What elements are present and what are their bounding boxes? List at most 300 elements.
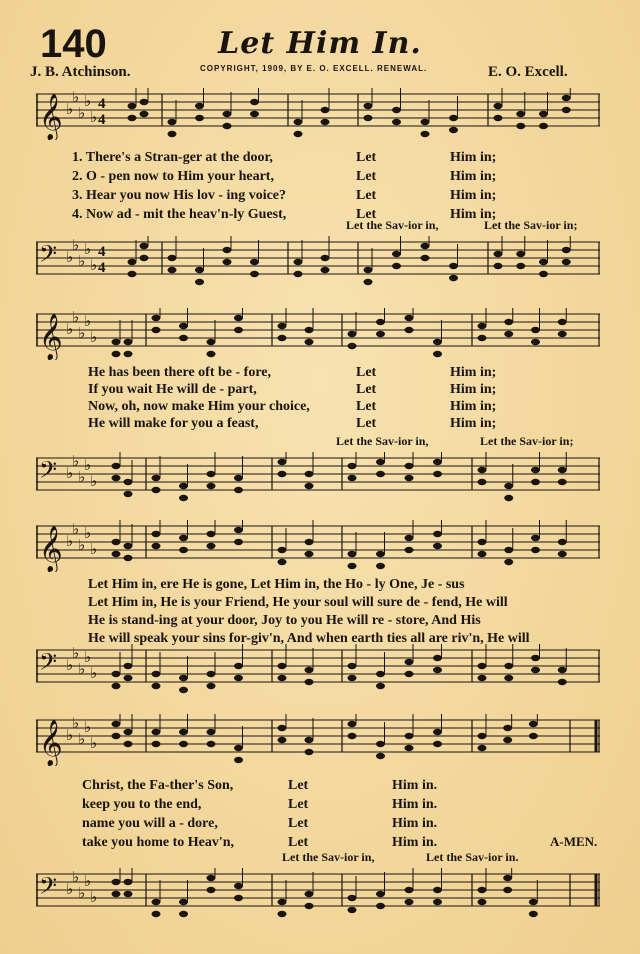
note-head: [504, 319, 513, 325]
flat-icon: ♭: [84, 92, 92, 110]
note-head: [405, 547, 414, 553]
hymn-title: Let Him In.: [218, 26, 422, 61]
flat-icon: ♭: [90, 888, 98, 906]
note-head: [112, 683, 121, 689]
note-head: [529, 911, 538, 917]
note-head: [478, 745, 487, 751]
note-head: [558, 319, 567, 325]
note-head: [278, 663, 287, 669]
hymn-number: 140: [40, 22, 107, 66]
note-head: [433, 543, 442, 549]
note-head: [124, 491, 133, 497]
note-head: [478, 335, 487, 341]
note-head: [112, 879, 121, 885]
note-head: [223, 259, 232, 265]
flat-icon: ♭: [90, 256, 98, 274]
note-head: [168, 255, 177, 261]
flat-icon: ♭: [72, 868, 80, 886]
note-head: [494, 251, 503, 257]
note-head: [124, 663, 133, 669]
note-head: [112, 351, 121, 357]
note-head: [278, 335, 287, 341]
note-head: [558, 551, 567, 557]
flat-icon: ♭: [66, 248, 74, 266]
note-head: [250, 259, 259, 265]
note-head: [405, 327, 414, 333]
note-head: [516, 251, 525, 257]
note-head: [321, 255, 330, 261]
note-head: [234, 745, 243, 751]
note-head: [223, 111, 232, 117]
bass-clef-icon: 𝄢: [39, 456, 58, 489]
treble-clef-icon: 𝄞: [39, 314, 63, 360]
note-head: [124, 351, 133, 357]
note-head: [405, 671, 414, 677]
note-head: [278, 559, 287, 565]
note-head: [529, 733, 538, 739]
note-head: [124, 891, 133, 897]
note-head: [152, 683, 161, 689]
note-head: [503, 737, 512, 743]
note-head: [112, 463, 121, 469]
note-head: [128, 259, 137, 265]
note-head: [348, 675, 357, 681]
note-head: [478, 539, 487, 545]
note-head: [433, 729, 442, 735]
note-head: [234, 327, 243, 333]
note-head: [179, 495, 188, 501]
note-head: [516, 263, 525, 269]
note-head: [558, 467, 567, 473]
note-head: [531, 327, 540, 333]
note-head: [140, 243, 149, 249]
note-head: [234, 315, 243, 321]
note-head: [179, 911, 188, 917]
note-head: [250, 99, 259, 105]
note-head: [128, 271, 137, 277]
note-head: [516, 123, 525, 129]
note-head: [152, 531, 161, 537]
note-head: [364, 279, 373, 285]
note-head: [558, 679, 567, 685]
note-head: [207, 471, 216, 477]
note-head: [179, 535, 188, 541]
flat-icon: ♭: [84, 312, 92, 330]
note-head: [376, 903, 385, 909]
note-head: [168, 267, 177, 273]
note-head: [112, 539, 121, 545]
note-head: [364, 115, 373, 121]
time-signature-bottom: 4: [98, 260, 106, 276]
note-head: [421, 243, 430, 249]
note-head: [478, 479, 487, 485]
flat-icon: ♭: [78, 252, 86, 270]
note-head: [348, 475, 357, 481]
author: J. B. Atchinson.: [30, 64, 131, 80]
note-head: [348, 721, 357, 727]
flat-icon: ♭: [84, 718, 92, 736]
treble-clef-icon: 𝄞: [39, 720, 63, 766]
note-head: [321, 107, 330, 113]
note-head: [234, 883, 243, 889]
note-head: [223, 247, 232, 253]
note-head: [504, 495, 513, 501]
treble-staff: [36, 308, 600, 360]
note-head: [494, 103, 503, 109]
note-head: [112, 671, 121, 677]
note-head: [234, 675, 243, 681]
flat-icon: ♭: [72, 714, 80, 732]
flat-icon: ♭: [84, 240, 92, 258]
note-head: [321, 119, 330, 125]
note-head: [195, 103, 204, 109]
note-head: [421, 131, 430, 137]
note-head: [278, 911, 287, 917]
note-head: [305, 551, 314, 557]
refrain-text: Let the Sav-ior in.: [426, 850, 519, 864]
flat-icon: ♭: [66, 532, 74, 550]
note-head: [278, 547, 287, 553]
note-head: [179, 687, 188, 693]
note-head: [207, 729, 216, 735]
amen-text: A-MEN.: [550, 834, 598, 849]
note-head: [179, 547, 188, 553]
note-head: [531, 655, 540, 661]
note-head: [112, 475, 121, 481]
note-head: [392, 251, 401, 257]
flat-icon: ♭: [90, 664, 98, 682]
note-head: [494, 115, 503, 121]
note-head: [433, 655, 442, 661]
note-head: [478, 663, 487, 669]
flat-icon: ♭: [90, 328, 98, 346]
note-head: [516, 111, 525, 117]
flat-icon: ♭: [90, 472, 98, 490]
note-head: [376, 741, 385, 747]
note-head: [124, 555, 133, 561]
copyright-notice: COPYRIGHT, 1909, BY E. O. EXCELL. RENEWAL.: [200, 64, 428, 73]
note-head: [405, 475, 414, 481]
note-head: [234, 895, 243, 901]
note-head: [392, 107, 401, 113]
note-head: [405, 733, 414, 739]
note-head: [152, 729, 161, 735]
note-head: [278, 675, 287, 681]
note-head: [494, 263, 503, 269]
note-head: [531, 547, 540, 553]
note-head: [364, 103, 373, 109]
note-head: [503, 875, 512, 881]
note-head: [207, 683, 216, 689]
note-head: [195, 115, 204, 121]
note-head: [433, 887, 442, 893]
note-head: [140, 255, 149, 261]
note-head: [278, 737, 287, 743]
note-head: [124, 729, 133, 735]
note-head: [504, 559, 513, 565]
note-head: [478, 323, 487, 329]
note-head: [433, 459, 442, 465]
note-head: [376, 471, 385, 477]
note-head: [305, 327, 314, 333]
flat-icon: ♭: [72, 308, 80, 326]
note-head: [348, 463, 357, 469]
note-head: [376, 671, 385, 677]
note-head: [234, 757, 243, 763]
note-head: [558, 331, 567, 337]
note-head: [278, 899, 287, 905]
note-head: [433, 471, 442, 477]
note-head: [179, 899, 188, 905]
flat-icon: ♭: [66, 656, 74, 674]
flat-icon: ♭: [72, 452, 80, 470]
note-head: [152, 487, 161, 493]
flat-icon: ♭: [78, 884, 86, 902]
note-head: [294, 259, 303, 265]
time-signature-bottom: 4: [98, 112, 106, 128]
note-head: [558, 479, 567, 485]
note-head: [433, 899, 442, 905]
note-head: [376, 891, 385, 897]
note-head: [152, 327, 161, 333]
note-head: [124, 675, 133, 681]
note-head: [478, 899, 487, 905]
note-head: [305, 339, 314, 345]
refrain-text: Let the Sav-ior in;: [480, 434, 574, 448]
note-head: [392, 119, 401, 125]
time-signature-top: 4: [98, 96, 106, 112]
note-head: [405, 535, 414, 541]
note-head: [305, 749, 314, 755]
note-head: [376, 563, 385, 569]
note-head: [305, 471, 314, 477]
note-head: [449, 127, 458, 133]
treble-staff: [36, 714, 600, 766]
flat-icon: ♭: [72, 520, 80, 538]
treble-clef-icon: 𝄞: [39, 526, 63, 572]
flat-icon: ♭: [72, 88, 80, 106]
note-head: [433, 741, 442, 747]
note-head: [112, 551, 121, 557]
note-head: [539, 111, 548, 117]
note-head: [376, 551, 385, 557]
treble-staff: [36, 520, 600, 572]
note-head: [433, 339, 442, 345]
flat-icon: ♭: [84, 456, 92, 474]
note-head: [529, 721, 538, 727]
note-head: [152, 671, 161, 677]
note-head: [179, 729, 188, 735]
note-head: [348, 907, 357, 913]
refrain-text: Let the Sav-ior in,: [282, 850, 375, 864]
note-head: [478, 675, 487, 681]
note-head: [376, 331, 385, 337]
note-head: [504, 675, 513, 681]
note-head: [392, 263, 401, 269]
flat-icon: ♭: [78, 104, 86, 122]
note-head: [179, 335, 188, 341]
note-head: [558, 539, 567, 545]
note-head: [504, 331, 513, 337]
flat-icon: ♭: [72, 644, 80, 662]
note-head: [140, 99, 149, 105]
note-head: [152, 911, 161, 917]
note-head: [305, 539, 314, 545]
note-head: [294, 271, 303, 277]
note-head: [433, 531, 442, 537]
flat-icon: ♭: [84, 524, 92, 542]
bass-staff: [36, 452, 600, 504]
treble-staff: [36, 88, 600, 140]
flat-icon: ♭: [78, 730, 86, 748]
note-head: [562, 259, 571, 265]
note-head: [529, 899, 538, 905]
flat-icon: ♭: [72, 236, 80, 254]
flat-icon: ♭: [84, 872, 92, 890]
note-head: [504, 663, 513, 669]
flat-icon: ♭: [90, 540, 98, 558]
note-head: [305, 903, 314, 909]
note-head: [348, 343, 357, 349]
note-head: [207, 875, 216, 881]
note-head: [207, 351, 216, 357]
note-head: [124, 339, 133, 345]
flat-icon: ♭: [84, 648, 92, 666]
flat-icon: ♭: [90, 108, 98, 126]
note-head: [376, 753, 385, 759]
bass-staff: [36, 236, 600, 288]
note-head: [348, 563, 357, 569]
note-head: [539, 271, 548, 277]
note-head: [278, 323, 287, 329]
note-head: [348, 551, 357, 557]
note-head: [562, 247, 571, 253]
note-head: [124, 479, 133, 485]
note-head: [168, 131, 177, 137]
note-head: [124, 543, 133, 549]
note-head: [478, 551, 487, 557]
note-head: [348, 895, 357, 901]
note-head: [207, 339, 216, 345]
note-head: [128, 103, 137, 109]
note-head: [405, 315, 414, 321]
note-head: [112, 339, 121, 345]
note-head: [531, 467, 540, 473]
note-head: [152, 475, 161, 481]
note-head: [112, 891, 121, 897]
note-head: [305, 679, 314, 685]
note-head: [433, 667, 442, 673]
note-head: [124, 741, 133, 747]
note-head: [531, 339, 540, 345]
note-head: [504, 547, 513, 553]
flat-icon: ♭: [66, 320, 74, 338]
note-head: [128, 115, 137, 121]
note-head: [305, 483, 314, 489]
note-head: [207, 887, 216, 893]
note-head: [405, 463, 414, 469]
note-head: [250, 111, 259, 117]
refrain-text: Let the Sav-ior in,: [346, 218, 439, 232]
note-head: [405, 659, 414, 665]
flat-icon: ♭: [78, 536, 86, 554]
note-head: [179, 741, 188, 747]
note-head: [562, 107, 571, 113]
composer: E. O. Excell.: [488, 64, 568, 80]
note-head: [234, 527, 243, 533]
note-head: [449, 115, 458, 121]
bass-clef-icon: 𝄢: [39, 240, 58, 273]
bass-staff: [36, 868, 600, 920]
note-head: [504, 483, 513, 489]
note-head: [294, 131, 303, 137]
note-head: [234, 487, 243, 493]
note-head: [531, 535, 540, 541]
note-head: [207, 483, 216, 489]
note-head: [539, 123, 548, 129]
note-head: [531, 479, 540, 485]
note-head: [207, 671, 216, 677]
refrain-text: Let the Sav-ior in;: [484, 218, 578, 232]
note-head: [207, 531, 216, 537]
note-head: [124, 879, 133, 885]
flat-icon: ♭: [66, 100, 74, 118]
note-head: [250, 271, 259, 277]
note-head: [376, 319, 385, 325]
note-head: [179, 675, 188, 681]
note-head: [207, 543, 216, 549]
note-head: [179, 483, 188, 489]
note-head: [294, 119, 303, 125]
note-head: [478, 733, 487, 739]
note-head: [348, 733, 357, 739]
flat-icon: ♭: [66, 726, 74, 744]
note-head: [558, 667, 567, 673]
time-signature-top: 4: [98, 244, 106, 260]
note-head: [405, 745, 414, 751]
note-head: [278, 459, 287, 465]
note-head: [112, 721, 121, 727]
note-head: [321, 267, 330, 273]
flat-icon: ♭: [90, 734, 98, 752]
note-head: [478, 467, 487, 473]
bass-clef-icon: 𝄢: [39, 648, 58, 681]
flat-icon: ♭: [78, 468, 86, 486]
note-head: [234, 663, 243, 669]
treble-clef-icon: 𝄞: [39, 94, 63, 140]
note-head: [140, 111, 149, 117]
note-head: [207, 741, 216, 747]
note-head: [305, 667, 314, 673]
note-head: [503, 887, 512, 893]
note-head: [223, 123, 232, 129]
note-head: [433, 351, 442, 357]
refrain-text: Let the Sav-ior in,: [336, 434, 429, 448]
note-head: [234, 539, 243, 545]
flat-icon: ♭: [78, 324, 86, 342]
note-head: [531, 667, 540, 673]
note-head: [405, 887, 414, 893]
note-head: [376, 459, 385, 465]
note-head: [539, 259, 548, 265]
note-head: [449, 275, 458, 281]
note-head: [152, 315, 161, 321]
note-head: [421, 119, 430, 125]
note-head: [234, 475, 243, 481]
note-head: [152, 543, 161, 549]
note-head: [478, 887, 487, 893]
note-head: [305, 737, 314, 743]
